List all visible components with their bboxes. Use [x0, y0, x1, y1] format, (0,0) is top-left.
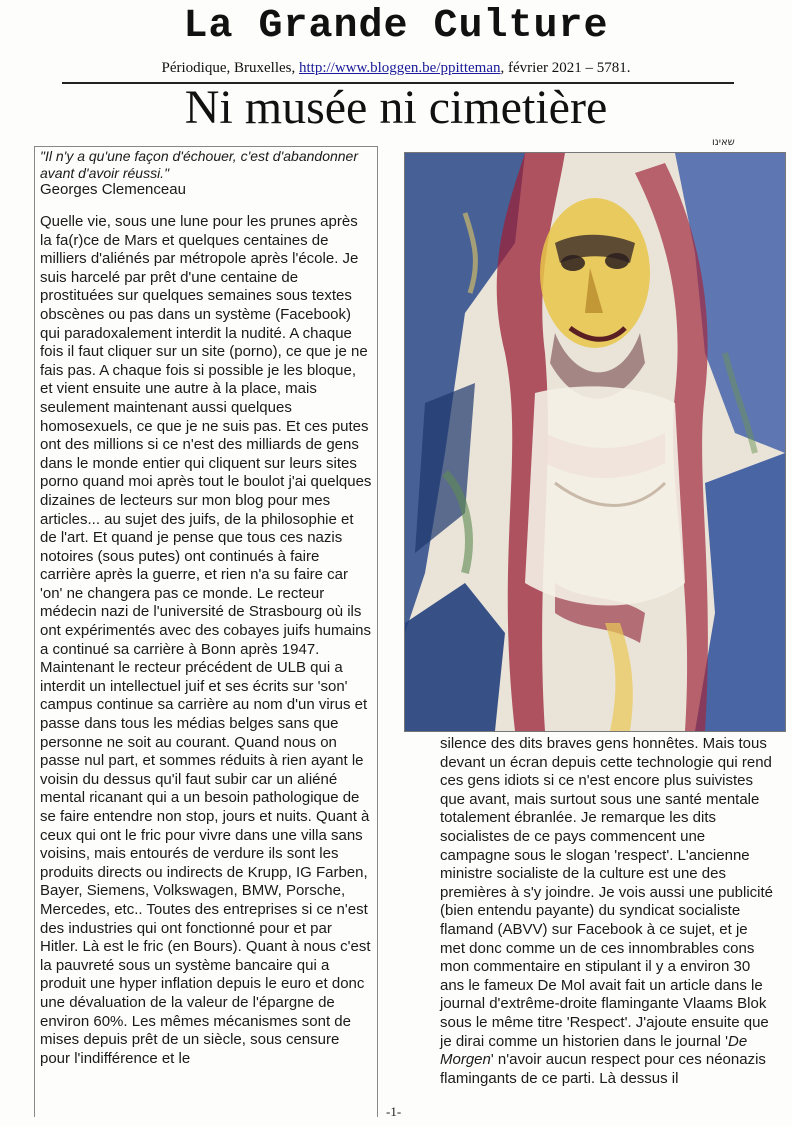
publication-info	[0, 60, 792, 77]
publication-info-suffix: , février 2021 – 5781.	[500, 60, 631, 76]
article-text-left: Quelle vie, sous une lune pour les prunes après la fa(r)ce de Mars et quelques centaines de milliers d'aliénés par métropole après l'école. Je suis harcelé par prêt d'une centaine de prostituées sur quelques semaines sous textes obscènes ou pas dans un système (Facebook) qui paradoxalement interdit la nudité. A chaque fois il faut cliquer sur un site (porno), ce que je ne fais pas. A chaque fois si possible je les bloque, et vient ensuite une autre à la place, mais seulement maintenant aussi quelques homosexuels, ce que je ne suis pas. Et ces putes ont des millions si ce n'est des milliards de gens dans le monde entier qui cliquent sur leurs sites porno quand moi après tout le boulot j'ai quelques dizaines de lecteurs sur mon blog pour mes articles... au sujet des juifs, de la philosophie et de l'art. Et quand je pense que tous ces nazis notoires (sous putes) ont continués à faire carrière après la guerre, et rien n'a su faire car 'on' ne changera pas ce monde. Le recteur médecin nazi de l'université de Strasbourg où ils ont expérimentés avec des cobayes juifs humains a continué sa carrière à Bonn après 1947. Maintenant le recteur précédent de ULB qui a interdit un intellectuel juif et ses écrits sur 'son' campus continue sa carrière au nom d'un virus et passe dans tous les médias belges sans que personne ne soit au courant. Quand nous on passe nul part, et sommes réduits à rien ayant le voisin du dessus qu'il faut subir car un aliéné mental ricanant qui a un besoin pathologique de se faire entendre non stop, jours et nuits. Quant à ceux qui ont le fric pour vivre dans une villa sans voisins, mais entourés de verdure ils sont les produits directs ou indirects de Krupp, IG Farben, Bayer, Siemens, Volkswagen, BMW, Porsche, Mercedes, etc.. Toutes des entreprises si ce n'est des industries qui ont fonctionné pour et par Hitler. Là est le fric (en Bours). Quant à nous c'est la pauvreté sous un système bancaire qui a produit une hyper inflation depuis le euro et donc une dévaluation de la valeur de l'épargne de environ 60%. Les mêmes mécanismes sont de mises depuis prêt de un siècle, sous censure pour l'indifférence et le	[40, 213, 372, 1067]
artwork-signature: שאינו	[712, 137, 735, 148]
article-text-right	[440, 735, 775, 1088]
page-number: -1-	[386, 1104, 402, 1119]
blog-link[interactable]: http://www.bloggen.be/ppitteman	[299, 60, 501, 76]
article-text-right-part2: ' n'avoir aucun respect pour ces néonazis flamingants de ce parti. Là dessus il	[440, 1051, 766, 1087]
epigraph-quote: "Il n'y a qu'une façon d'échouer, c'est d'abandonner avant d'avoir réussi."	[40, 148, 359, 181]
left-column	[40, 148, 372, 1068]
masthead-title: La Grande Culture	[183, 4, 609, 49]
epigraph-author: Georges Clemenceau	[40, 181, 186, 198]
painting-image	[404, 152, 786, 732]
article-text-right-part1: silence des dits braves gens honnêtes. Mais tous devant un écran depuis cette technologie qui rend ces gens idiots si ce n'est encore plus suivistes que avant, mais surtout sous une santé mentale totalement ébranlée. Je remarque les dits socialistes de ce pays commencent une campagne sous le slogan 'respect'. L'ancienne ministre socialiste de la culture est une des premières à s'y joindre. Je vois aussi une publicité (bien entendu payante) du syndicat socialiste flamand (ABVV) sur Facebook à ce sujet, et je met donc comme un de ces innombrables cons mon commentaire en stipulant il y a environ 30 ans le fameux De Mol avait fait un article dans le journal d'extrême-droite flamingante Vlaams Blok sous le même titre 'Respect'. J'ajoute ensuite que je dirai comme un historien dans le journal '	[440, 735, 774, 1050]
publication-info-prefix: Périodique, Bruxelles,	[161, 60, 299, 76]
article-headline: Ni musée ni cimetière	[184, 81, 608, 134]
newspaper-name: De Morgen	[440, 1032, 748, 1069]
right-column	[440, 735, 775, 1088]
